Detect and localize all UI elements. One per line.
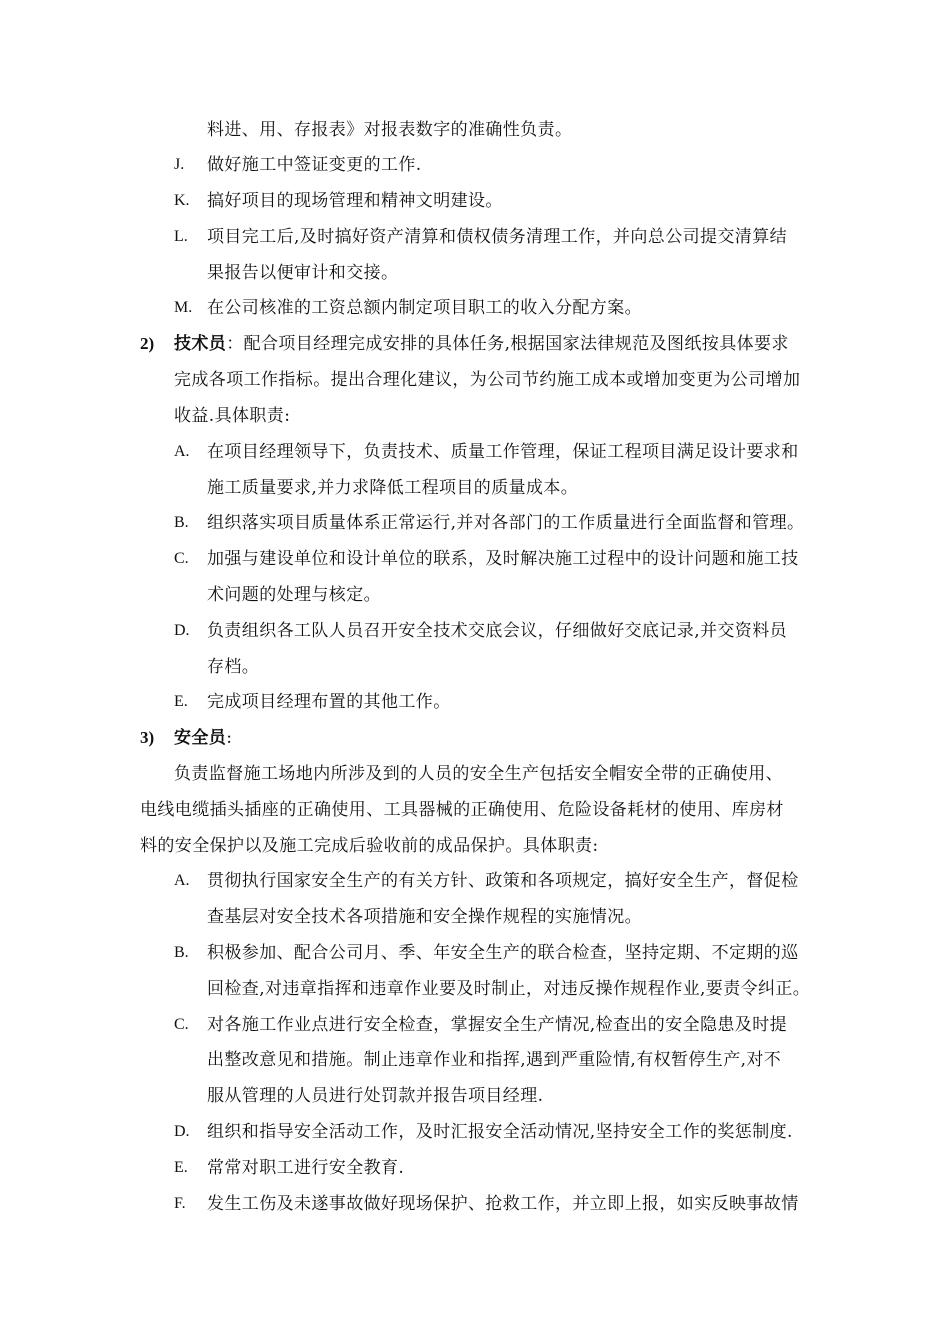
section-text: : bbox=[226, 728, 233, 748]
text-line: 贯彻执行国家安全生产的有关方针、政策和各项规定，搞好安全生产，督促检 bbox=[207, 871, 799, 891]
item-marker: M. bbox=[174, 299, 193, 316]
section-number: 2) bbox=[140, 334, 155, 353]
text-line: 完成项目经理布置的其他工作。 bbox=[207, 692, 451, 712]
text-line: 果报告以便审计和交接。 bbox=[207, 263, 399, 283]
text-line: 在项目经理领导下，负责技术、质量工作管理，保证工程项目满足设计要求和 bbox=[207, 442, 799, 462]
text-line: 回检查,对违章指挥和违章作业要及时制止，对违反操作规程作业,要责令纠正。 bbox=[207, 979, 811, 999]
section-title: 安全员 bbox=[174, 728, 227, 748]
text-line: 常常对职工进行安全教育. bbox=[207, 1158, 405, 1178]
text-line: 查基层对安全技术各项措施和安全操作规程的实施情况。 bbox=[207, 907, 642, 927]
item-marker: C. bbox=[174, 1016, 189, 1033]
text-line: 料的安全保护以及施工完成后验收前的成品保护。具体职责: bbox=[140, 836, 599, 856]
item-marker: K. bbox=[174, 192, 190, 209]
text-line: 负责组织各工队人员召开安全技术交底会议，仔细做好交底记录,并交资料员 bbox=[207, 621, 788, 641]
text-line: 施工质量要求,并力求降低工程项目的质量成本。 bbox=[207, 478, 579, 498]
item-marker: B. bbox=[174, 514, 189, 531]
item-marker: L. bbox=[174, 228, 188, 245]
text-line: 服从管理的人员进行处罚款并报告项目经理. bbox=[207, 1086, 544, 1106]
item-marker: A. bbox=[174, 443, 190, 460]
text-line: 出整改意见和措施。制止违章作业和指挥,遇到严重险情,有权暂停生产,对不 bbox=[207, 1050, 782, 1070]
item-marker: C. bbox=[174, 550, 189, 567]
item-marker: B. bbox=[174, 944, 189, 961]
text-line: 收益.具体职责: bbox=[174, 406, 291, 426]
text-line: 做好施工中签证变更的工作. bbox=[207, 155, 422, 175]
section-title: 技术员 bbox=[174, 334, 227, 354]
text-line: 完成各项工作指标。提出合理化建议，为公司节约施工成本或增加变更为公司增加 bbox=[174, 370, 801, 390]
text-line: 组织落实项目质量体系正常运行,并对各部门的工作质量进行全面监督和管理。 bbox=[207, 513, 805, 533]
item-marker: F. bbox=[174, 1195, 186, 1212]
text-line: 积极参加、配合公司月、季、年安全生产的联合检查，坚持定期、不定期的巡 bbox=[207, 943, 799, 963]
text-line: 术问题的处理与核定。 bbox=[207, 585, 381, 605]
text-line: 发生工伤及未遂事故做好现场保护、抢救工作，并立即上报，如实反映事故情 bbox=[207, 1194, 799, 1214]
section-text: ：配合项目经理完成安排的具体任务,根据国家法律规范及图纸按具体要求 bbox=[226, 334, 789, 354]
item-marker: D. bbox=[174, 622, 190, 639]
text-line: 搞好项目的现场管理和精神文明建设。 bbox=[207, 191, 503, 211]
item-marker: J. bbox=[174, 156, 185, 173]
section-number: 3) bbox=[140, 728, 155, 747]
item-marker: D. bbox=[174, 1123, 190, 1140]
item-marker: A. bbox=[174, 872, 190, 889]
text-line bbox=[174, 727, 232, 749]
text-line bbox=[174, 333, 789, 355]
text-line: 项目完工后,及时搞好资产清算和债权债务清理工作，并向总公司提交清算结 bbox=[207, 227, 788, 247]
item-marker: E. bbox=[174, 693, 188, 710]
text-line: 料进、用、存报表》对报表数字的准确性负责。 bbox=[207, 120, 573, 140]
text-line: 存档。 bbox=[207, 657, 260, 677]
text-line: 加强与建设单位和设计单位的联系，及时解决施工过程中的设计问题和施工技 bbox=[207, 549, 799, 569]
text-line: 对各施工作业点进行安全检查，掌握安全生产情况,检查出的安全隐患及时提 bbox=[207, 1015, 788, 1035]
text-line: 组织和指导安全活动工作，及时汇报安全活动情况,坚持安全工作的奖惩制度. bbox=[207, 1122, 793, 1142]
text-line: 在公司核准的工资总额内制定项目职工的收入分配方案。 bbox=[207, 298, 642, 318]
text-line: 负责监督施工场地内所涉及到的人员的安全生产包括安全帽安全带的正确使用、 bbox=[174, 764, 783, 784]
text-line: 电线电缆插头插座的正确使用、工具器械的正确使用、危险设备耗材的使用、库房材 bbox=[140, 800, 784, 820]
item-marker: E. bbox=[174, 1159, 188, 1176]
